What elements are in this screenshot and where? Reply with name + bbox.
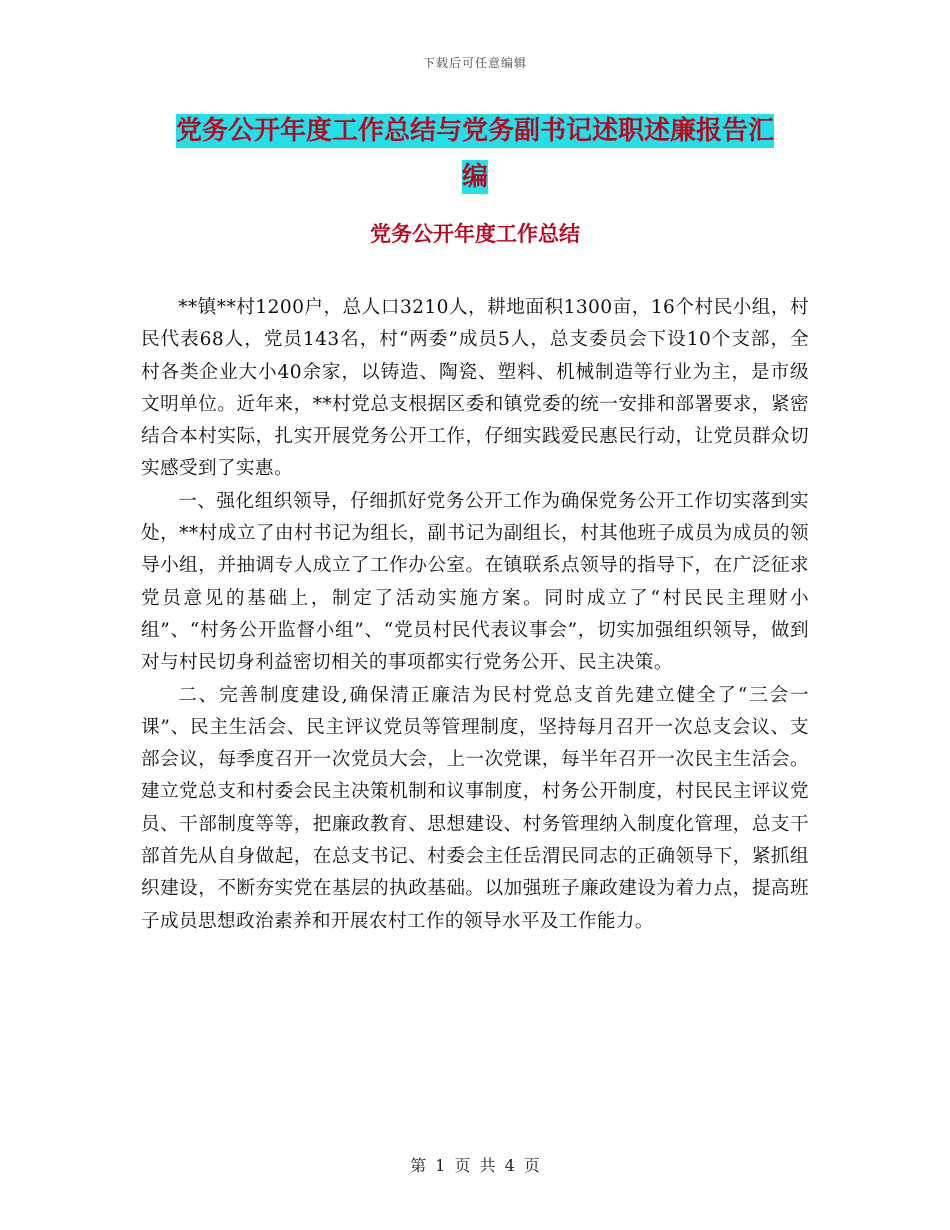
section-title: 党务公开年度工作总结 (370, 222, 580, 246)
document-title-line2: 编 (461, 162, 488, 192)
header-note: 下载后可任意编辑 (422, 56, 527, 70)
paragraph-organization: 一、强化组织领导，仔细抓好党务公开工作为确保党务公开工作切实落到实处，**村成立了由村书记为组长，副书记为副组长，村其他班子成员为成员的领导小组，并抽调专人成立了工作办公室。在镇联系点领导的指导下，在广泛征求党员意见的基础上，制定了活动实施方案。同时成立了“村民民主理财小组”、“村务公开监督小组”、“党员村民代表议事会”，切实加强组织领导，做到对与村民切身利益密切相关的事项都实行党务公开、民主决策。 (141, 490, 809, 674)
body-text (141, 292, 809, 938)
page-indicator: 第 1 页 共 4 页 (410, 1156, 540, 1175)
paragraph-intro: **镇**村1200户，总人口3210人，耕地面积1300亩，16个村民小组，村民代表68人，党员143名，村“两委”成员5人，总支委员会下设10个支部，全村各类企业大小40余家，以铸造、陶瓷、塑料、机械制造等行业为主，是市级文明单位。近年来，**村党总支根据区委和镇党委的统一安排和部署要求，紧密结合本村实际，扎实开展党务公开工作，仔细实践爱民惠民行动，让党员群众切实感受到了实惠。 (141, 297, 809, 480)
paragraph-system-building: 二、完善制度建设,确保清正廉洁为民村党总支首先建立健全了“三会一课”、民主生活会、民主评议党员等管理制度，坚持每月召开一次总支会议、支部会议，每季度召开一次党员大会，上一次党课，每半年召开一次民主生活会。建立党总支和村委会民主决策机制和议事制度，村务公开制度，村民民主评议党员、干部制度等等，把廉政教育、思想建设、村务管理纳入制度化管理，总支干部首先从自身做起，在总支书记、村委会主任岳渭民同志的正确领导下，紧抓组织建设，不断夯实党在基层的执政基础。以加强班子廉政建设为着力点，提高班子成员思想政治素养和开展农村工作的领导水平及工作能力。 (141, 684, 809, 932)
document-title (140, 108, 810, 200)
document-title-line1: 党务公开年度工作总结与党务副书记述职述廉报告汇 (175, 116, 774, 146)
